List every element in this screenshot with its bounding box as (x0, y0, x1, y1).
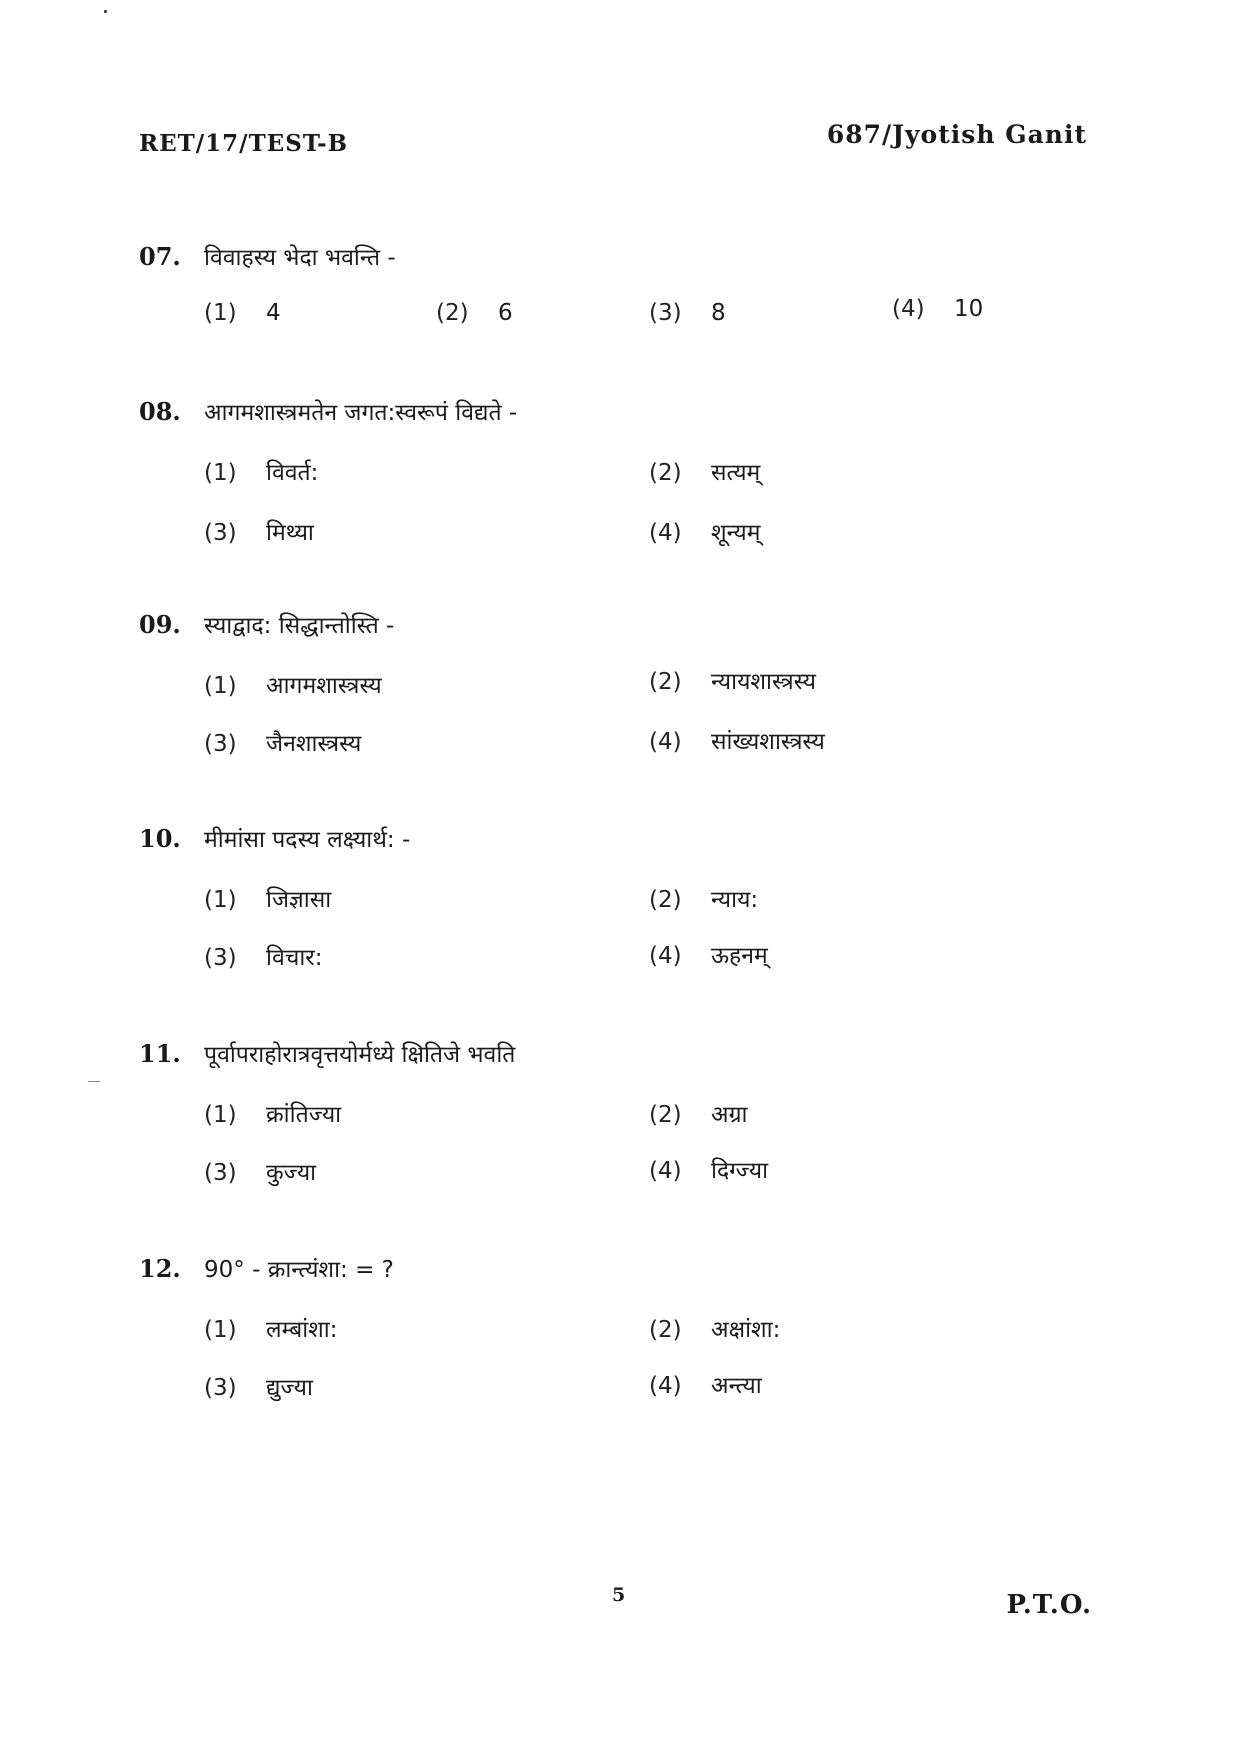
question-12 (139, 1252, 781, 1432)
option-number: (1) (204, 673, 237, 699)
option-number: (1) (204, 1317, 237, 1343)
option-number: (3) (204, 520, 237, 546)
please-turn-over: P.T.O. (1006, 1590, 1092, 1620)
option-text: द्युज्या (266, 1375, 313, 1401)
option-text: सत्यम् (711, 460, 761, 486)
subject-code: 687/Jyotish Ganit (826, 120, 1087, 149)
option-3 (204, 1155, 316, 1187)
option-text: अक्षांशा: (711, 1317, 781, 1343)
page-number: 5 (612, 1584, 626, 1606)
option-2 (649, 882, 758, 914)
option-4 (649, 938, 768, 970)
option-text: अन्त्या (711, 1373, 762, 1399)
option-number: (2) (649, 669, 682, 695)
question-text: आगमशास्त्रमतेन जगत:स्वरूपं विद्यते - (204, 400, 518, 426)
option-4 (892, 296, 983, 322)
option-number: (1) (204, 1102, 237, 1128)
option-3 (649, 300, 726, 326)
question-08 (139, 395, 761, 575)
option-text: 4 (266, 300, 281, 326)
option-text: 8 (711, 300, 726, 326)
question-number: 11. (139, 1039, 181, 1068)
question-number: 08. (139, 397, 181, 426)
option-number: (3) (204, 1375, 237, 1401)
option-text: शून्यम् (711, 520, 761, 546)
option-number: (3) (204, 1160, 237, 1186)
option-3 (204, 515, 314, 547)
option-text: अग्रा (711, 1102, 748, 1128)
option-2 (649, 1312, 780, 1344)
option-2 (436, 300, 513, 326)
option-number: (2) (649, 1317, 682, 1343)
question-10 (139, 822, 768, 1002)
question-text: विवाहस्य भेदा भवन्ति - (204, 245, 396, 271)
option-number: (4) (649, 1158, 682, 1184)
option-1 (204, 1097, 341, 1129)
option-text: कुज्या (266, 1160, 317, 1186)
option-3 (204, 940, 322, 972)
test-code: RET/17/TEST-B (139, 130, 349, 157)
option-2 (649, 455, 760, 487)
option-1 (204, 882, 331, 914)
option-number: (4) (892, 296, 925, 322)
option-text: 10 (954, 296, 984, 322)
option-number: (4) (649, 729, 682, 755)
option-text: विचार: (266, 945, 323, 971)
option-number: (2) (649, 1102, 682, 1128)
option-1 (204, 668, 382, 700)
option-text: न्याय: (711, 887, 759, 913)
option-3 (204, 1370, 313, 1402)
option-text: जैनशास्त्रस्य (266, 731, 362, 757)
option-number: (1) (204, 887, 237, 913)
option-text: क्रांतिज्या (266, 1102, 342, 1128)
option-4 (649, 724, 825, 756)
option-4 (649, 1153, 768, 1185)
option-number: (2) (649, 460, 682, 486)
speck-mark (104, 10, 107, 13)
question-number: 10. (139, 824, 181, 853)
option-3 (204, 726, 361, 758)
option-number: (4) (649, 1373, 682, 1399)
option-number: (4) (649, 520, 682, 546)
option-number: (2) (649, 887, 682, 913)
option-number: (3) (204, 731, 237, 757)
question-07 (139, 240, 984, 340)
option-number: (3) (204, 945, 237, 971)
option-number: (3) (649, 300, 682, 326)
option-text: लम्बांशा: (266, 1317, 338, 1343)
option-1 (204, 1312, 338, 1344)
question-number: 09. (139, 610, 181, 639)
option-text: जिज्ञासा (266, 887, 332, 913)
option-number: (2) (436, 300, 469, 326)
question-number: 07. (139, 242, 181, 271)
option-4 (649, 1368, 762, 1400)
option-text: न्यायशास्त्रस्य (711, 669, 816, 695)
option-text: ऊहनम् (711, 943, 768, 969)
question-text: पूर्वापराहोरात्रवृत्तयोर्मध्ये क्षितिजे भवति (204, 1042, 516, 1068)
option-4 (649, 515, 761, 547)
option-text: सांख्यशास्त्रस्य (711, 729, 825, 755)
option-text: 6 (498, 300, 513, 326)
option-1 (204, 300, 281, 326)
option-text: दिग्ज्या (711, 1158, 769, 1184)
option-number: (4) (649, 943, 682, 969)
option-number: (1) (204, 300, 237, 326)
question-11 (139, 1037, 769, 1217)
question-text: स्याद्वाद: सिद्धान्तोस्ति - (204, 613, 395, 639)
option-1 (204, 455, 318, 487)
option-text: मिथ्या (266, 520, 314, 546)
margin-mark (88, 1081, 100, 1082)
question-text: 90° - क्रान्त्यंशा: = ? (204, 1257, 394, 1283)
question-number: 12. (139, 1254, 181, 1283)
option-text: आगमशास्त्रस्य (266, 673, 382, 699)
question-09 (139, 608, 825, 788)
option-2 (649, 1097, 748, 1129)
option-text: विवर्त: (266, 460, 319, 486)
option-2 (649, 664, 816, 696)
option-number: (1) (204, 460, 237, 486)
question-text: मीमांसा पदस्य लक्ष्यार्थ: - (204, 827, 411, 853)
